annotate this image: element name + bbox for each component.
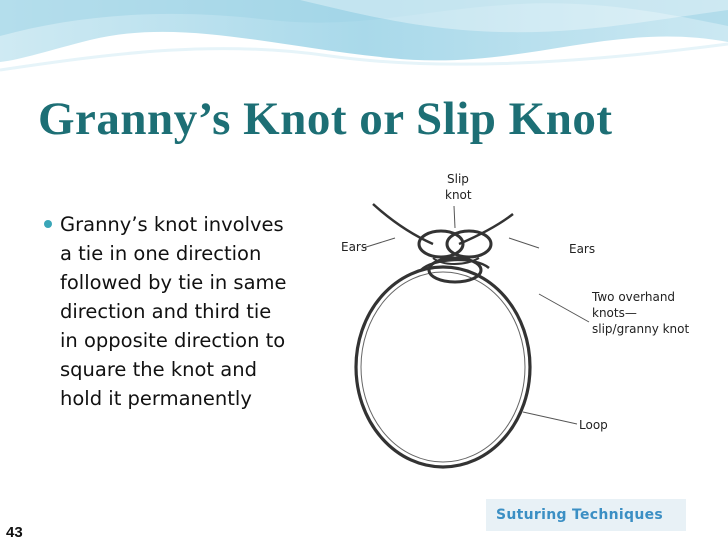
page-number: 43 [6, 524, 23, 541]
bullet-line: hold it permanently [60, 387, 252, 410]
badge-label: Suturing Techniques [496, 507, 664, 523]
slide-title: Granny’s Knot or Slip Knot [38, 93, 613, 145]
bullet-item [44, 210, 344, 413]
bullet-dot-icon [44, 220, 52, 228]
bullet-line: followed by tie in same [60, 271, 287, 294]
knot-illustration [333, 162, 691, 542]
knot-diagram [333, 162, 691, 542]
bullet-list [44, 210, 344, 413]
label-loop: Loop [579, 418, 608, 432]
label-knot: knot [445, 188, 472, 202]
label-ears-left: Ears [341, 240, 368, 254]
header-wave-decoration [0, 0, 728, 82]
bullet-line: square the knot and [60, 358, 257, 381]
label-overhand-1: Two overhand [592, 290, 676, 304]
bullet-line: Granny’s knot involves [60, 213, 284, 236]
suturing-badge [486, 499, 686, 531]
label-slip: Slip [447, 172, 469, 186]
bullet-line: a tie in one direction [60, 242, 262, 265]
bullet-line: in opposite direction to [60, 329, 286, 352]
label-overhand-2: knots— [592, 306, 637, 320]
bullet-line: direction and third tie [60, 300, 272, 323]
label-overhand-3: slip/granny knot [592, 322, 690, 336]
label-ears-right: Ears [569, 242, 596, 256]
